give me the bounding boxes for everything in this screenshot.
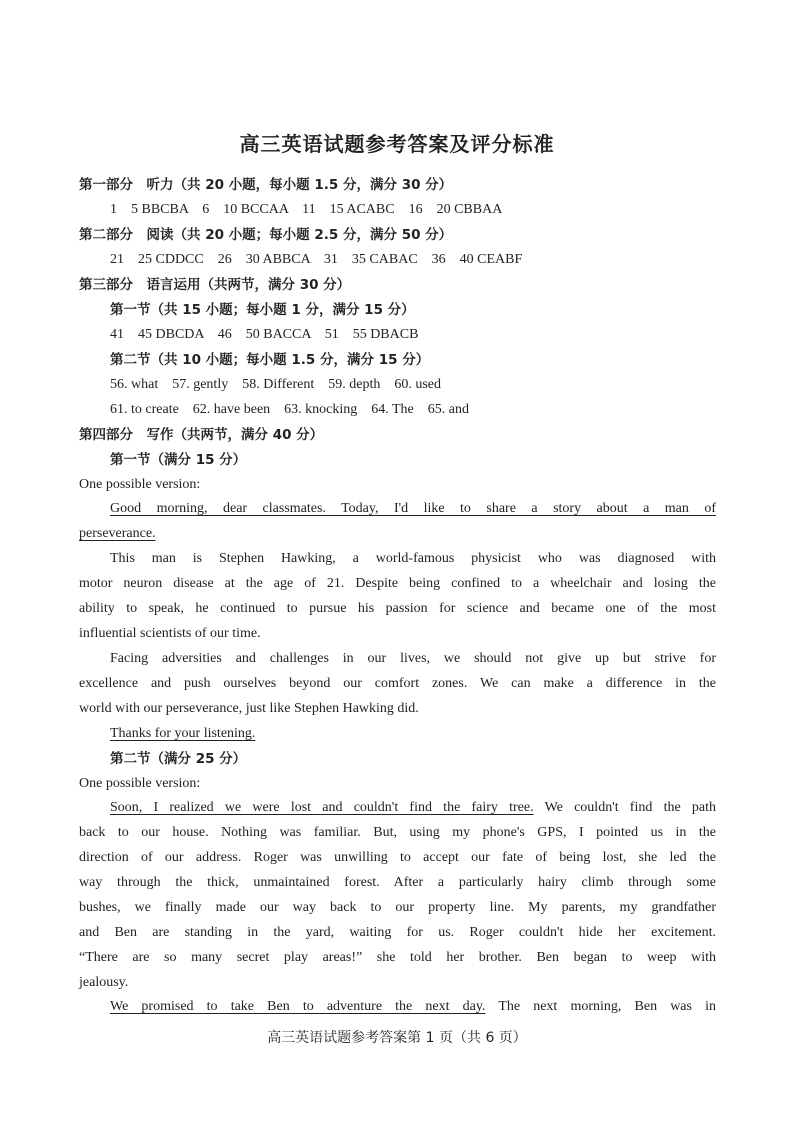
part4-sec2-intro: One possible version: [79, 776, 201, 791]
essay2-text: We couldn't find the path [533, 800, 716, 815]
essay2-line: bushes, we finally made our way back to our property line. My parents, my grandfather [79, 900, 716, 915]
part3-sec1-heading: 第一节（共 15 小题；每小题 1 分，满分 15 分） [110, 302, 415, 318]
part3-sec2-answers-row2: 61. to create 62. have been 63. knocking 64. The 65. and [110, 402, 469, 417]
essay2-line: “There are so many secret play areas!” she told her brother. Ben began to weep with [79, 950, 716, 965]
part1-heading: 第一部分 听力（共 20 小题，每小题 1.5 分，满分 30 分） [79, 177, 453, 193]
essay1-line: Thanks for your listening. [110, 726, 256, 741]
part3-sec2-heading: 第二节（共 10 小题；每小题 1.5 分，满分 15 分） [110, 352, 430, 368]
essay2-line: way through the thick, unmaintained forest. After a particularly hairy climb through some [79, 875, 716, 890]
part4-heading: 第四部分 写作（共两节，满分 40 分） [79, 427, 324, 443]
part2-answers: 21 25 CDDCC 26 30 ABBCA 31 35 CABAC 36 40 CEABF [110, 252, 523, 267]
part1-answers: 1 5 BBCBA 6 10 BCCAA 11 15 ACABC 16 20 CBBAA [110, 202, 503, 217]
essay2-text: The next morning, Ben was in [485, 999, 716, 1014]
essay1-line: perseverance. [79, 526, 156, 541]
page-title: 高三英语试题参考答案及评分标准 [239, 132, 555, 156]
essay1-line: This man is Stephen Hawking, a world-famous physicist who was diagnosed with [110, 551, 716, 566]
part4-sec2-heading: 第二节（满分 25 分） [110, 751, 247, 767]
essay1-line: world with our perseverance, just like Stephen Hawking did. [79, 701, 419, 716]
essay2-line: and Ben are standing in the yard, waiting for us. Roger couldn't hide her excitement. [79, 925, 716, 940]
part3-heading: 第三部分 语言运用（共两节，满分 30 分） [79, 277, 351, 293]
essay2-line: direction of our address. Roger was unwilling to accept our fate of being lost, she led the [79, 850, 716, 865]
essay1-line: influential scientists of our time. [79, 626, 261, 641]
essay1-line: Good morning, dear classmates. Today, I'd like to share a story about a man of [110, 501, 716, 516]
essay2-first-line [110, 798, 716, 818]
part3-sec1-answers: 41 45 DBCDA 46 50 BACCA 51 55 DBACB [110, 327, 419, 342]
essay1-line: ability to speak, he continued to pursue his passion for science and became one of the most [79, 601, 716, 616]
essay2-line: jealousy. [79, 975, 129, 990]
essay2-last-line [110, 997, 716, 1017]
essay1-line: excellence and push ourselves beyond our comfort zones. We can make a difference in the [79, 676, 716, 691]
essay1-line: motor neuron disease at the age of 21. Despite being confined to a wheelchair and losing the [79, 576, 716, 591]
page-footer: 高三英语试题参考答案第 1 页（共 6 页） [267, 1030, 527, 1046]
part3-sec2-answers-row1: 56. what 57. gently 58. Different 59. depth 60. used [110, 377, 442, 392]
essay2-given-sentence: Soon, I realized we were lost and couldn't find the fairy tree. [110, 800, 534, 815]
essay1-line: Facing adversities and challenges in our lives, we should not give up but strive for [110, 651, 716, 666]
part4-sec1-intro: One possible version: [79, 477, 201, 492]
part2-heading: 第二部分 阅读（共 20 小题；每小题 2.5 分，满分 50 分） [79, 227, 453, 243]
essay2-line: back to our house. Nothing was familiar. But, using my phone's GPS, I pointed us in the [79, 825, 716, 840]
part4-sec1-heading: 第一节（满分 15 分） [110, 452, 247, 468]
essay2-given-sentence: We promised to take Ben to adventure the next day. [110, 999, 486, 1014]
